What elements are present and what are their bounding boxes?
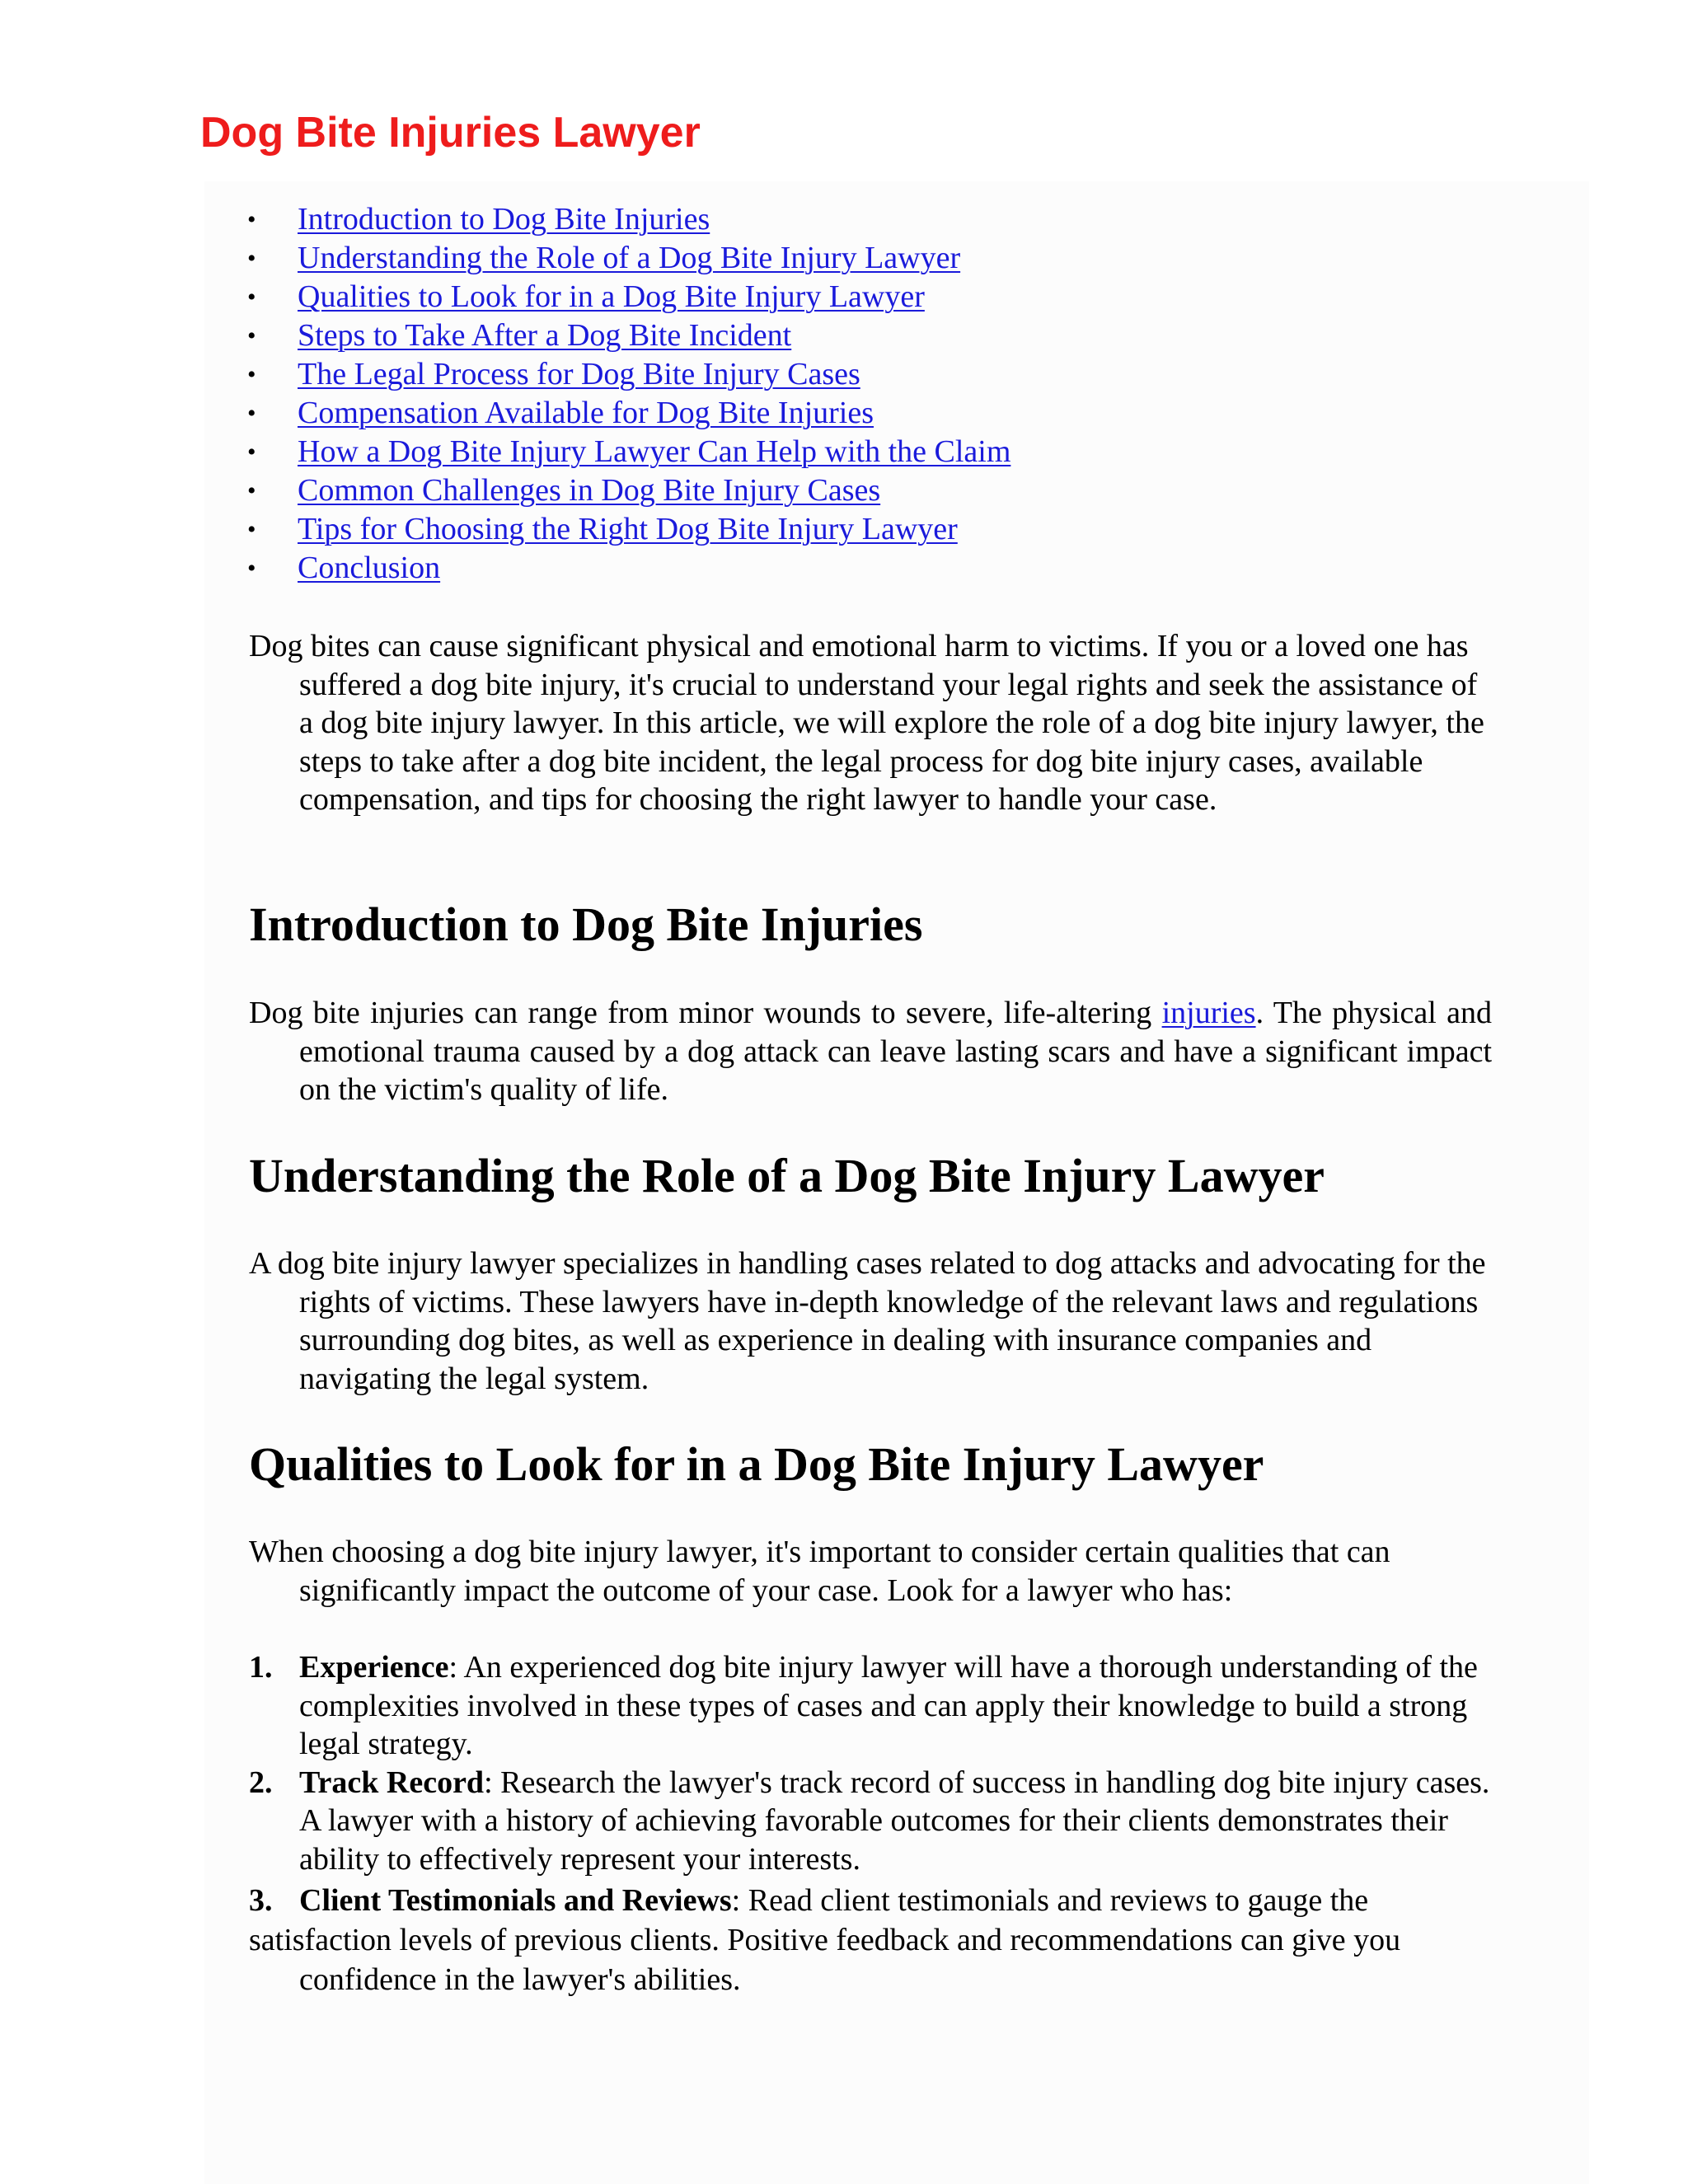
toc-item — [247, 433, 1010, 471]
qualities-paragraph: When choosing a dog bite injury lawyer, it's important to consider certain qualities that can significantly impact the outcome of your case. Look for a lawyer who has: — [249, 1535, 1390, 1608]
toc-item — [247, 510, 1010, 549]
toc-link-how-lawyer-helps[interactable]: How a Dog Bite Injury Lawyer Can Help with the Claim — [298, 434, 1011, 469]
list-number: 3. — [249, 1883, 273, 1918]
toc-item — [247, 355, 1010, 394]
bullet-icon: • — [247, 245, 256, 272]
list-text: confidence in the lawyer's abilities. — [299, 1962, 741, 1997]
introduction-paragraph — [249, 994, 1492, 1109]
list-item — [249, 1764, 1492, 1879]
toc-link-qualities[interactable]: Qualities to Look for in a Dog Bite Injury Lawyer — [298, 279, 925, 314]
bullet-icon: • — [247, 400, 256, 427]
toc-item — [247, 471, 1010, 510]
list-term: Track Record — [299, 1765, 485, 1800]
table-of-contents — [247, 200, 1010, 588]
toc-link-challenges[interactable]: Common Challenges in Dog Bite Injury Cases — [298, 473, 881, 508]
heading-qualities: Qualities to Look for in a Dog Bite Injury Lawyer — [249, 1437, 1264, 1491]
list-term: Experience — [299, 1650, 449, 1685]
toc-item — [247, 278, 1010, 316]
document-title: Dog Bite Injuries Lawyer — [200, 109, 701, 157]
bullet-icon: • — [247, 361, 256, 388]
heading-role: Understanding the Role of a Dog Bite Injury Lawyer — [249, 1149, 1325, 1202]
introduction-text-start: Dog bite injuries can range from minor wounds to severe, life-altering — [249, 996, 1162, 1030]
toc-link-compensation[interactable]: Compensation Available for Dog Bite Injuries — [298, 396, 874, 430]
toc-item — [247, 394, 1010, 433]
toc-item — [247, 239, 1010, 278]
list-number: 1. — [249, 1650, 273, 1685]
toc-link-conclusion[interactable]: Conclusion — [298, 551, 441, 585]
list-text: satisfaction levels of previous clients. Positive feedback and recommendations can give you — [249, 1923, 1401, 1957]
list-item-line — [249, 1881, 1492, 1920]
toc-link-steps[interactable]: Steps to Take After a Dog Bite Incident — [298, 318, 792, 353]
injuries-link[interactable]: injuries — [1161, 996, 1256, 1030]
heading-introduction: Introduction to Dog Bite Injuries — [249, 898, 923, 951]
intro-paragraph: Dog bites can cause significant physical and emotional harm to victims. If you or a loved one has suffered a dog bite injury, it's crucial to understand your legal rights and seek the assistance of a dog bite injury lawyer. In this article, we will explore the role of a dog bite injury lawyer, the steps to take after a dog bite incident, the legal process for dog bite injury cases, available compensation, and tips for choosing the right lawyer to handle your case. — [249, 629, 1484, 817]
toc-item — [247, 549, 1010, 588]
bullet-icon: • — [247, 477, 256, 504]
introduction-text-end: . The physical and emotional trauma caused by a dog attack can leave lasting scars and have a significant impact on the victim's quality of life. — [299, 996, 1492, 1107]
toc-link-introduction[interactable]: Introduction to Dog Bite Injuries — [298, 202, 710, 237]
toc-item — [247, 316, 1010, 355]
toc-link-role[interactable]: Understanding the Role of a Dog Bite Injury Lawyer — [298, 241, 961, 275]
toc-link-tips[interactable]: Tips for Choosing the Right Dog Bite Injury Lawyer — [298, 512, 958, 546]
toc-link-legal-process[interactable]: The Legal Process for Dog Bite Injury Cases — [298, 357, 860, 391]
list-text: : Read client testimonials and reviews to gauge the — [731, 1883, 1369, 1918]
list-item — [249, 1881, 1492, 1999]
toc-item — [247, 200, 1010, 239]
bullet-icon: • — [247, 516, 256, 543]
list-item — [249, 1648, 1492, 1764]
bullet-icon: • — [247, 206, 256, 233]
list-text: : An experienced dog bite injury lawyer will have a thorough understanding of the complexities involved in these types of cases and can apply their knowledge to build a strong legal strategy. — [299, 1650, 1478, 1761]
bullet-icon: • — [247, 438, 256, 466]
bullet-icon: • — [247, 322, 256, 349]
bullet-icon: • — [247, 284, 256, 311]
list-number: 2. — [249, 1765, 273, 1800]
qualities-list — [249, 1648, 1492, 1878]
list-term: Client Testimonials and Reviews — [299, 1883, 732, 1918]
bullet-icon: • — [247, 555, 256, 582]
list-text: : Research the lawyer's track record of success in handling dog bite injury cases. A lawyer with a history of achieving favorable outcomes for their clients demonstrates their ability to effectively represent your interests. — [299, 1765, 1490, 1877]
role-paragraph: A dog bite injury lawyer specializes in handling cases related to dog attacks and advocating for the rights of victims. These lawyers have in-depth knowledge of the relevant laws and regulations surrounding dog bites, as well as experience in dealing with insurance companies and navigating the legal system. — [249, 1246, 1486, 1396]
